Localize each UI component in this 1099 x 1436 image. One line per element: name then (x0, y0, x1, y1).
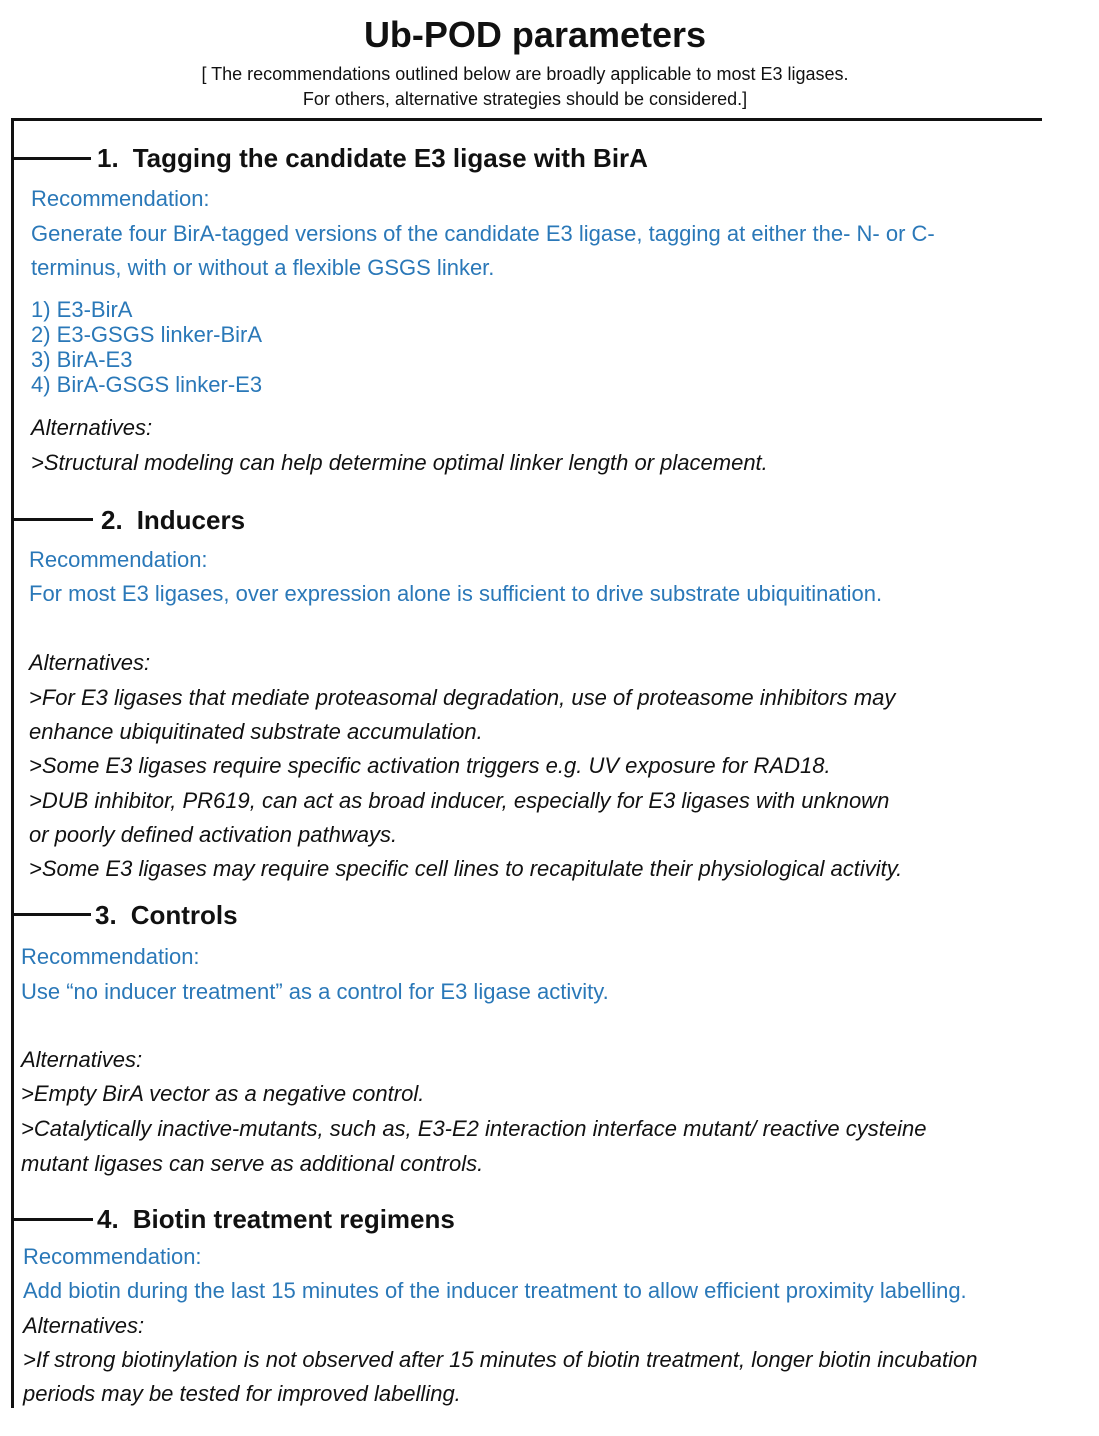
timeline-spine (11, 118, 14, 1408)
section-1-number: 1. (97, 143, 119, 173)
section-2-connector (11, 518, 93, 521)
section-4-alternatives-label: Alternatives: (23, 1313, 145, 1338)
section-2-heading (101, 505, 245, 536)
section-1-title: Tagging the candidate E3 ligase with BirA (132, 143, 648, 173)
subtitle-line-1: [ The recommendations outlined below are broadly applicable to most E3 ligases. (201, 64, 849, 84)
section-4-alternative-line-1: >If strong biotinylation is not observed after 15 minutes of biotin treatment, longer biotin incubation (23, 1347, 978, 1372)
section-3-recommendation-label: Recommendation: (21, 944, 200, 969)
section-1-recommendation-line-1: Generate four BirA-tagged versions of the candidate E3 ligase, tagging at either the- N- or C- (31, 221, 935, 246)
section-2-recommendation-line-1: For most E3 ligases, over expression alone is sufficient to drive substrate ubiquitination. (29, 581, 883, 606)
section-2-recommendation-label: Recommendation: (29, 547, 208, 572)
section-4-connector (11, 1218, 93, 1221)
section-2-alternatives-label: Alternatives: (29, 650, 151, 675)
page-title: Ub-POD parameters (363, 14, 707, 55)
section-2-alternative-line-5: or poorly defined activation pathways. (29, 822, 398, 847)
section-2-alternative-line-6: >Some E3 ligases may require specific cell lines to recapitulate their physiological activity. (29, 856, 903, 881)
subtitle-line-2: For others, alternative strategies should be considered.] (302, 89, 748, 109)
section-1-alternative-line-1: >Structural modeling can help determine optimal linker length or placement. (31, 450, 768, 475)
section-3-connector (11, 913, 91, 916)
section-4-heading (97, 1204, 455, 1235)
section-2-alternative-line-3: >Some E3 ligases require specific activation triggers e.g. UV exposure for RAD18. (29, 753, 831, 778)
section-1-alternatives-label: Alternatives: (31, 415, 153, 440)
section-2-title: Inducers (136, 505, 246, 535)
section-3-recommendation-line-1: Use “no inducer treatment” as a control for E3 ligase activity. (21, 979, 609, 1004)
section-2-number: 2. (101, 505, 123, 535)
section-2-alternative-line-1: >For E3 ligases that mediate proteasomal degradation, use of proteasome inhibitors may (29, 685, 896, 710)
section-3-alternatives-label: Alternatives: (21, 1047, 143, 1072)
section-1-list-item-2: 2) E3-GSGS linker-BirA (31, 322, 263, 347)
section-3-alternative-line-2: >Catalytically inactive-mutants, such as, E3-E2 interaction interface mutant/ reactive cysteine (21, 1116, 927, 1141)
section-3-alternative-line-1: >Empty BirA vector as a negative control. (21, 1081, 425, 1106)
section-1-recommendation-line-2: terminus, with or without a flexible GSGS linker. (31, 255, 495, 280)
section-1-list-item-3: 3) BirA-E3 (31, 347, 133, 372)
section-4-title: Biotin treatment regimens (132, 1204, 455, 1234)
top-divider (11, 118, 1042, 121)
section-4-alternative-line-2: periods may be tested for improved labelling. (23, 1381, 461, 1406)
section-4-recommendation-line-1: Add biotin during the last 15 minutes of the inducer treatment to allow efficient proximity labelling. (23, 1278, 967, 1303)
section-1-heading (97, 143, 648, 174)
section-3-alternative-line-3: mutant ligases can serve as additional controls. (21, 1151, 484, 1176)
section-1-recommendation-label: Recommendation: (31, 186, 210, 211)
section-3-heading (95, 900, 238, 931)
section-3-number: 3. (95, 900, 117, 930)
section-2-alternative-line-2: enhance ubiquitinated substrate accumulation. (29, 719, 483, 744)
section-1-list-item-1: 1) E3-BirA (31, 297, 133, 322)
section-2-alternative-line-4: >DUB inhibitor, PR619, can act as broad inducer, especially for E3 ligases with unknown (29, 788, 890, 813)
section-1-connector (11, 157, 91, 160)
section-1-list-item-4: 4) BirA-GSGS linker-E3 (31, 372, 263, 397)
section-4-recommendation-label: Recommendation: (23, 1244, 202, 1269)
section-4-number: 4. (97, 1204, 119, 1234)
section-3-title: Controls (130, 900, 238, 930)
